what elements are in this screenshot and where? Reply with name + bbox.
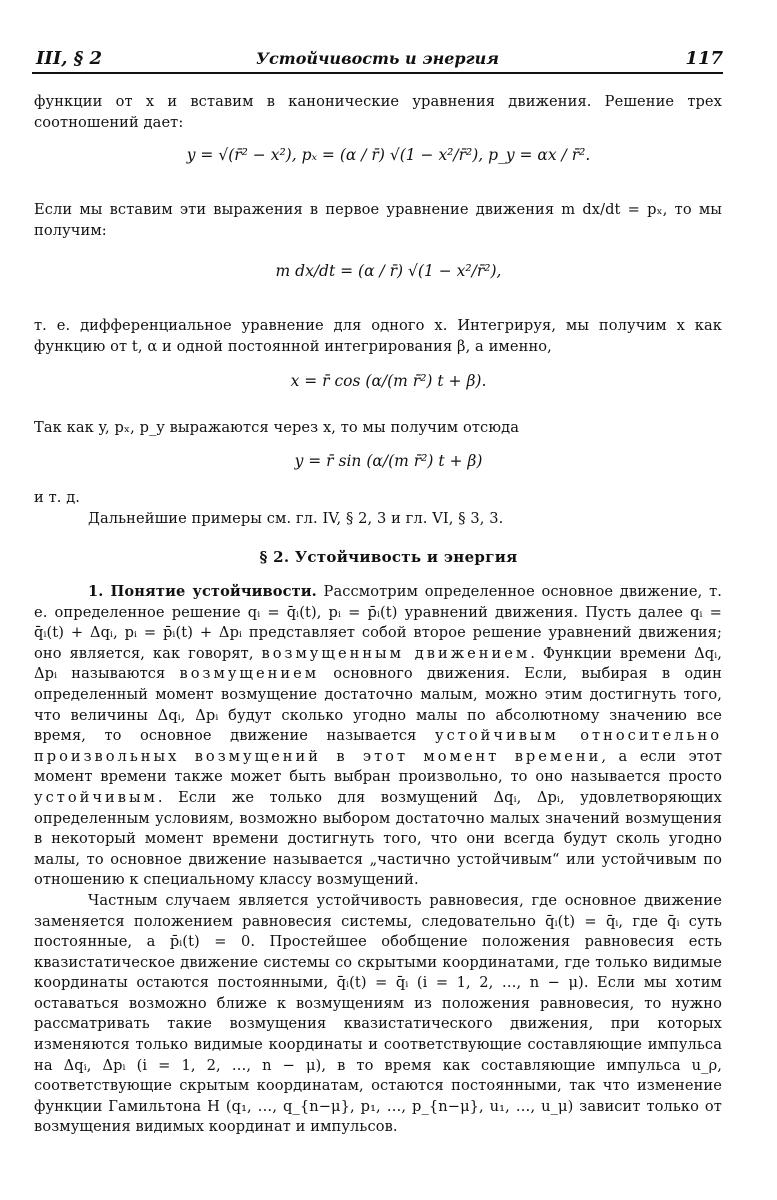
paragraph-integrate bbox=[34, 316, 722, 357]
paragraph-text: Рассмотрим определенное основное движение, т. е. определенное решение qᵢ = q̄ᵢ(t), pᵢ = p̄ᵢ(t) уравнений движения. Пусть далее qᵢ = q̄ᵢ(t) + Δqᵢ, pᵢ = p̄ᵢ(t) + Δpᵢ представляет собой второе решение уравнений движения; оно является, как говорят, bbox=[34, 583, 722, 662]
equation-3: x = r̄ cos (α/(m r̄²) t + β). bbox=[290, 372, 487, 390]
paragraph-substitute bbox=[34, 200, 722, 241]
page-number: 117 bbox=[685, 48, 723, 69]
paragraph-text: т. е. дифференциальное уравнение для одного x. Интегрируя, мы получим x как функцию от t, α и одной постоянной интегрирования β, а именно, bbox=[34, 317, 722, 355]
running-header bbox=[32, 44, 723, 74]
paragraph-equilibrium: Частным случаем является устойчивость равновесия, где основное движение заменяется положением равновесия системы, следовательно q̄ᵢ(t) = q̄ᵢ, где q̄ᵢ суть постоянные, а p̄ᵢ(t) = 0. Простейшее обобщение положения равновесия есть квазистатическое движение системы со скрытыми координатами, где только видимые координаты остаются постоянными, q̄ᵢ(t) = q̄ᵢ (i = 1, 2, …, n − μ). Если мы хотим оставаться возможно ближе к возмущениям из положения равновесия, то нужно рассматривать такие возмущения квазистатического движения, при которых изменяются только видимые координаты и соответствующие составляющие импульса на Δqᵢ, Δpᵢ (i = 1, 2, …, n − μ), в то время как составляющие импульса u_ρ, соответствующие скрытым координатам, остаются постоянными, так что изменение функции Гамильтона H (q₁, …, q_{n−μ}, p₁, …, p_{n−μ}, u₁, …, u_μ) зависит только от возмущения видимых координат и импульсов. bbox=[34, 891, 722, 1136]
paragraph-text: , а если этот момент времени также может быть выбран произвольно, то оно называется просто bbox=[34, 747, 722, 786]
paragraph-etc bbox=[34, 488, 722, 529]
paragraph-stability-definition bbox=[34, 582, 722, 1138]
running-title: Устойчивость и энергия bbox=[256, 49, 499, 68]
chapter-section-label: III, § 2 bbox=[36, 48, 102, 69]
paragraph-text: и т. д. bbox=[34, 489, 81, 506]
section-heading: § 2. Устойчивость и энергия bbox=[259, 548, 518, 566]
further-examples: Дальнейшие примеры см. гл. IV, § 2, 3 и гл. VI, § 3, 3. bbox=[88, 509, 504, 527]
equation-1: y = √(r̄² − x²), pₓ = (α / r̄) √(1 − x²/r̄²), p_y = αx / r̄². bbox=[186, 146, 591, 164]
emphasized-term: устойчивым относительно произвольных возмущений в этот момент времени bbox=[34, 727, 722, 765]
emphasized-term: возмущенным движением bbox=[261, 644, 531, 662]
paragraph-text: функции от x и вставим в канонические уравнения движения. Решение трех соотношений дает: bbox=[34, 93, 722, 131]
subsection-title: 1. Понятие устойчивости. bbox=[88, 583, 317, 600]
paragraph-text: основного движения. Если, выбирая в один определенный момент возмущение достаточно малым, можно этим достигнуть того, что величины Δqᵢ, Δpᵢ будут сколько угодно малы по абсолютному значению все время, то основное движение называется bbox=[34, 665, 722, 745]
emphasized-term: возмущением bbox=[179, 665, 320, 683]
equation-4: y = r̄ sin (α/(m r̄²) t + β) bbox=[294, 452, 483, 470]
equation-2: m dx/dt = (α / r̄) √(1 − x²/r̄²), bbox=[275, 262, 502, 280]
emphasized-term: устойчивым bbox=[34, 788, 158, 806]
paragraph-text: Так как y, pₓ, p_y выражаются через x, то мы получим отсюда bbox=[34, 419, 520, 436]
paragraph-text: . Функции времени Δqᵢ, Δpᵢ называются bbox=[34, 644, 722, 683]
paragraph-hence bbox=[34, 418, 722, 439]
paragraph-text: . Если же только для возмущений Δqᵢ, Δpᵢ, удовлетворяющих определенным условиям, возможно выбором достаточно малых значений возмущения в некоторый момент времени достигнуть того, что они всегда будут сколь угодно малы, то основное движение называется „частично устойчивым“ или устойчивым по отношению к специальному классу возмущений. bbox=[34, 788, 722, 889]
paragraph-text: Если мы вставим эти выражения в первое уравнение движения m dx/dt = pₓ, то мы получим: bbox=[34, 201, 722, 239]
paragraph-intro bbox=[34, 92, 722, 133]
